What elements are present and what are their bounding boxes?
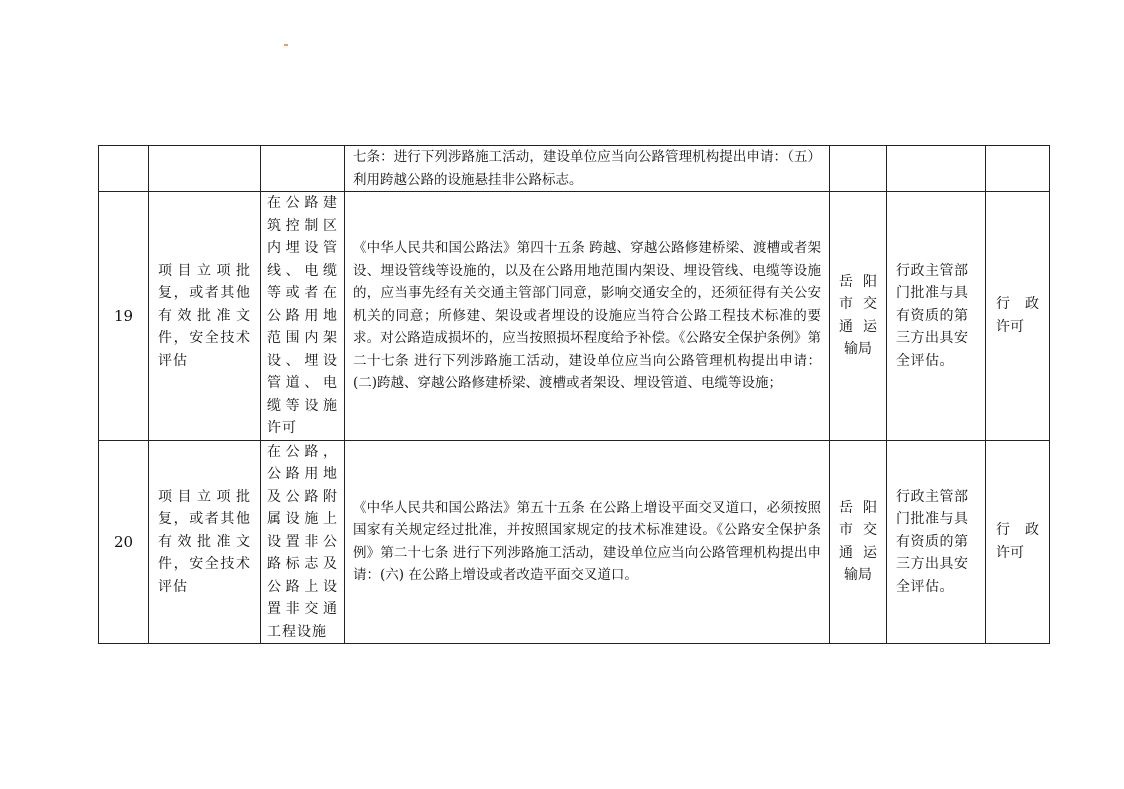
legal-basis: 《中华人民共和国公路法》第四十五条 跨越、穿越公路修建桥梁、渡槽或者架设、埋设管线等设施的，以及在公路用地范围内架设、埋设管线、电缆等设施的，应当事先经有关交通主管部门同意，影响交通安全的，还须征得有关公安机关的同意；所修建、架设或者埋设的设施应当符合公路工程技术标准的要求。对公路造成损坏的，应当按照损坏程度给予补偿。《公路安全保护条例》第二十七条 进行下列涉路施工活动，建设单位应当向公路管理机构提出申请：(二)跨越、穿越公路修建桥梁、渡槽或者架设、埋设管道、电缆等设施； (345, 192, 830, 441)
dept-cell (830, 146, 887, 192)
permit-table (98, 145, 1050, 644)
table-row (99, 192, 1050, 441)
dept-char: 阳 (863, 273, 877, 290)
material-cell (149, 146, 261, 192)
type-cell (986, 146, 1050, 192)
row-number (99, 146, 149, 192)
item-cell (261, 146, 345, 192)
row-number: 19 (99, 192, 149, 441)
material-cell: 项目立项批复，或者其他有效批准文件，安全技术评估 (149, 192, 261, 441)
row-number: 20 (99, 440, 149, 644)
scan-mark (284, 44, 288, 46)
type-cell (986, 440, 1050, 644)
dept-char: 市 (839, 522, 853, 539)
item-cell: 在公路，公路用地及公路附属设施上设置非公路标志及公路上设置非交通工程设施 (261, 440, 345, 644)
dept-char: 交 (863, 522, 877, 539)
type-char: 行 (996, 522, 1010, 539)
dept-char: 阳 (863, 499, 877, 516)
table-row (99, 146, 1050, 192)
dept-char: 输局 (844, 341, 872, 358)
legal-basis: 《中华人民共和国公路法》第五十五条 在公路上增设平面交叉道口，必须按照国家有关规定经过批准，并按照国家规定的技术标准建设。《公路安全保护条例》第二十七条 进行下列涉路施工活动，建设单位应当向公路管理机构提出申请：(六) 在公路上增设或者改造平面交叉道口。 (345, 440, 830, 644)
dept-char: 岳 (839, 499, 853, 516)
type-char: 许可 (996, 544, 1024, 561)
dept-cell (830, 440, 887, 644)
dept-char: 运 (863, 318, 877, 335)
dept-char: 通 (839, 318, 853, 335)
dept-char: 运 (863, 544, 877, 561)
dept-char: 交 (863, 296, 877, 313)
dept-char: 岳 (839, 273, 853, 290)
type-char: 行 (996, 296, 1010, 313)
third-party-cell: 行政主管部门批准与具有资质的第三方出具安全评估。 (887, 192, 986, 441)
third-party-cell: 行政主管部门批准与具有资质的第三方出具安全评估。 (887, 440, 986, 644)
table-row (99, 440, 1050, 644)
type-char: 政 (1025, 522, 1039, 539)
material-cell: 项目立项批复，或者其他有效批准文件，安全技术评估 (149, 440, 261, 644)
third-party-cell (887, 146, 986, 192)
dept-cell (830, 192, 887, 441)
type-cell (986, 192, 1050, 441)
legal-basis: 七条：进行下列涉路施工活动，建设单位应当向公路管理机构提出申请：（五）利用跨越公路的设施悬挂非公路标志。 (345, 146, 830, 192)
item-cell: 在公路建筑控制区内埋设管线、电缆等或者在公路用地范围内架设、埋设管道、电缆等设施许可 (261, 192, 345, 441)
dept-char: 市 (839, 296, 853, 313)
type-char: 许可 (996, 318, 1024, 335)
dept-char: 通 (839, 544, 853, 561)
type-char: 政 (1025, 296, 1039, 313)
dept-char: 输局 (844, 567, 872, 584)
